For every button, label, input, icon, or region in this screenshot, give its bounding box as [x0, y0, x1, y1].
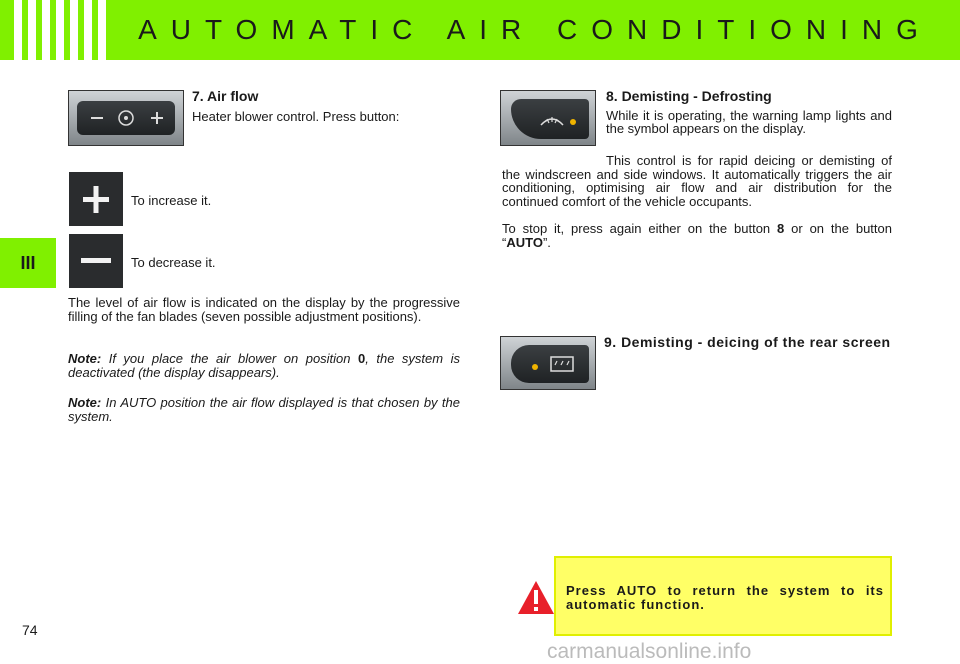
blower-panel [77, 101, 175, 135]
button-number: 8 [777, 221, 785, 236]
front-defrost-button-image [500, 90, 596, 146]
note-text: If you place the air blower on position [108, 351, 351, 366]
watermark: carmanualsonline.info [547, 640, 752, 663]
page-number: 74 [22, 622, 38, 638]
section8-para1: While it is operating, the warning lamp lights and the symbol appears on the display. [606, 107, 892, 136]
header-stripe [14, 0, 22, 60]
rear-defrost-button-image [500, 336, 596, 390]
section8-para2: This control is for rapid deicing or demisting of the windscreen and side windows. It automatically triggers the air conditioning, optimising air flow and air distribution for the continued comfort of the vehicle occupants. [502, 153, 892, 209]
minus-icon [69, 234, 123, 288]
minus-button-image [69, 234, 123, 288]
blower-control-image [68, 90, 184, 146]
header-stripe [56, 0, 64, 60]
defrost-panel [511, 99, 589, 139]
auto-label: AUTO [506, 234, 543, 250]
header-bar [0, 0, 960, 60]
section7-intro: Heater blower control. Press button: [192, 108, 400, 124]
note-blower-off [68, 352, 460, 379]
note-label: Note: [68, 395, 102, 410]
plus-icon [69, 172, 123, 226]
front-defrost-icon [511, 99, 589, 139]
header-stripe [70, 0, 78, 60]
decrease-text: To decrease it. [131, 255, 216, 270]
airflow-description: The level of air flow is indicated on the display by the progressive filling of the fan blades (seven possible adjustment positions). [68, 295, 460, 324]
rear-defrost-icon [511, 345, 589, 383]
stop-text-mid: or on the button “ [502, 221, 892, 250]
header-stripe [28, 0, 36, 60]
section8-para3 [502, 222, 892, 249]
fan-control-icon [77, 101, 175, 135]
header-stripe [84, 0, 92, 60]
section9-heading: 9. Demisting - deicing of the rear screen [604, 334, 891, 350]
stop-text-end: ”. [542, 234, 551, 250]
page-title: AUTOMATIC AIR CONDITIONING [138, 14, 932, 45]
note-label: Note: [68, 351, 102, 366]
section8-header-block [606, 90, 892, 136]
note-auto-position [68, 396, 460, 423]
warning-text: Press AUTO to return the system to its automatic function. [566, 583, 884, 612]
note-position-value: 0 [358, 351, 366, 366]
section7-heading: 7. Air flow [192, 88, 259, 104]
warning-triangle-icon [516, 578, 556, 618]
stop-text: To stop it, press again either on the button [502, 221, 771, 236]
chapter-tab: III [0, 238, 56, 288]
header-stripe [98, 0, 106, 60]
warning-box [554, 556, 892, 636]
section7-header-block [192, 90, 462, 123]
header-stripe [42, 0, 50, 60]
note-text-end: , the system is deactivated (the display disappears). [68, 351, 460, 380]
note-text: In AUTO position the air flow displayed is that chosen by the system. [68, 395, 460, 424]
section9-header-block [604, 336, 892, 350]
section8-heading: 8. Demisting - Defrosting [606, 88, 772, 104]
rear-defrost-panel [511, 345, 589, 383]
plus-button-image [69, 172, 123, 226]
increase-text: To increase it. [131, 193, 212, 208]
